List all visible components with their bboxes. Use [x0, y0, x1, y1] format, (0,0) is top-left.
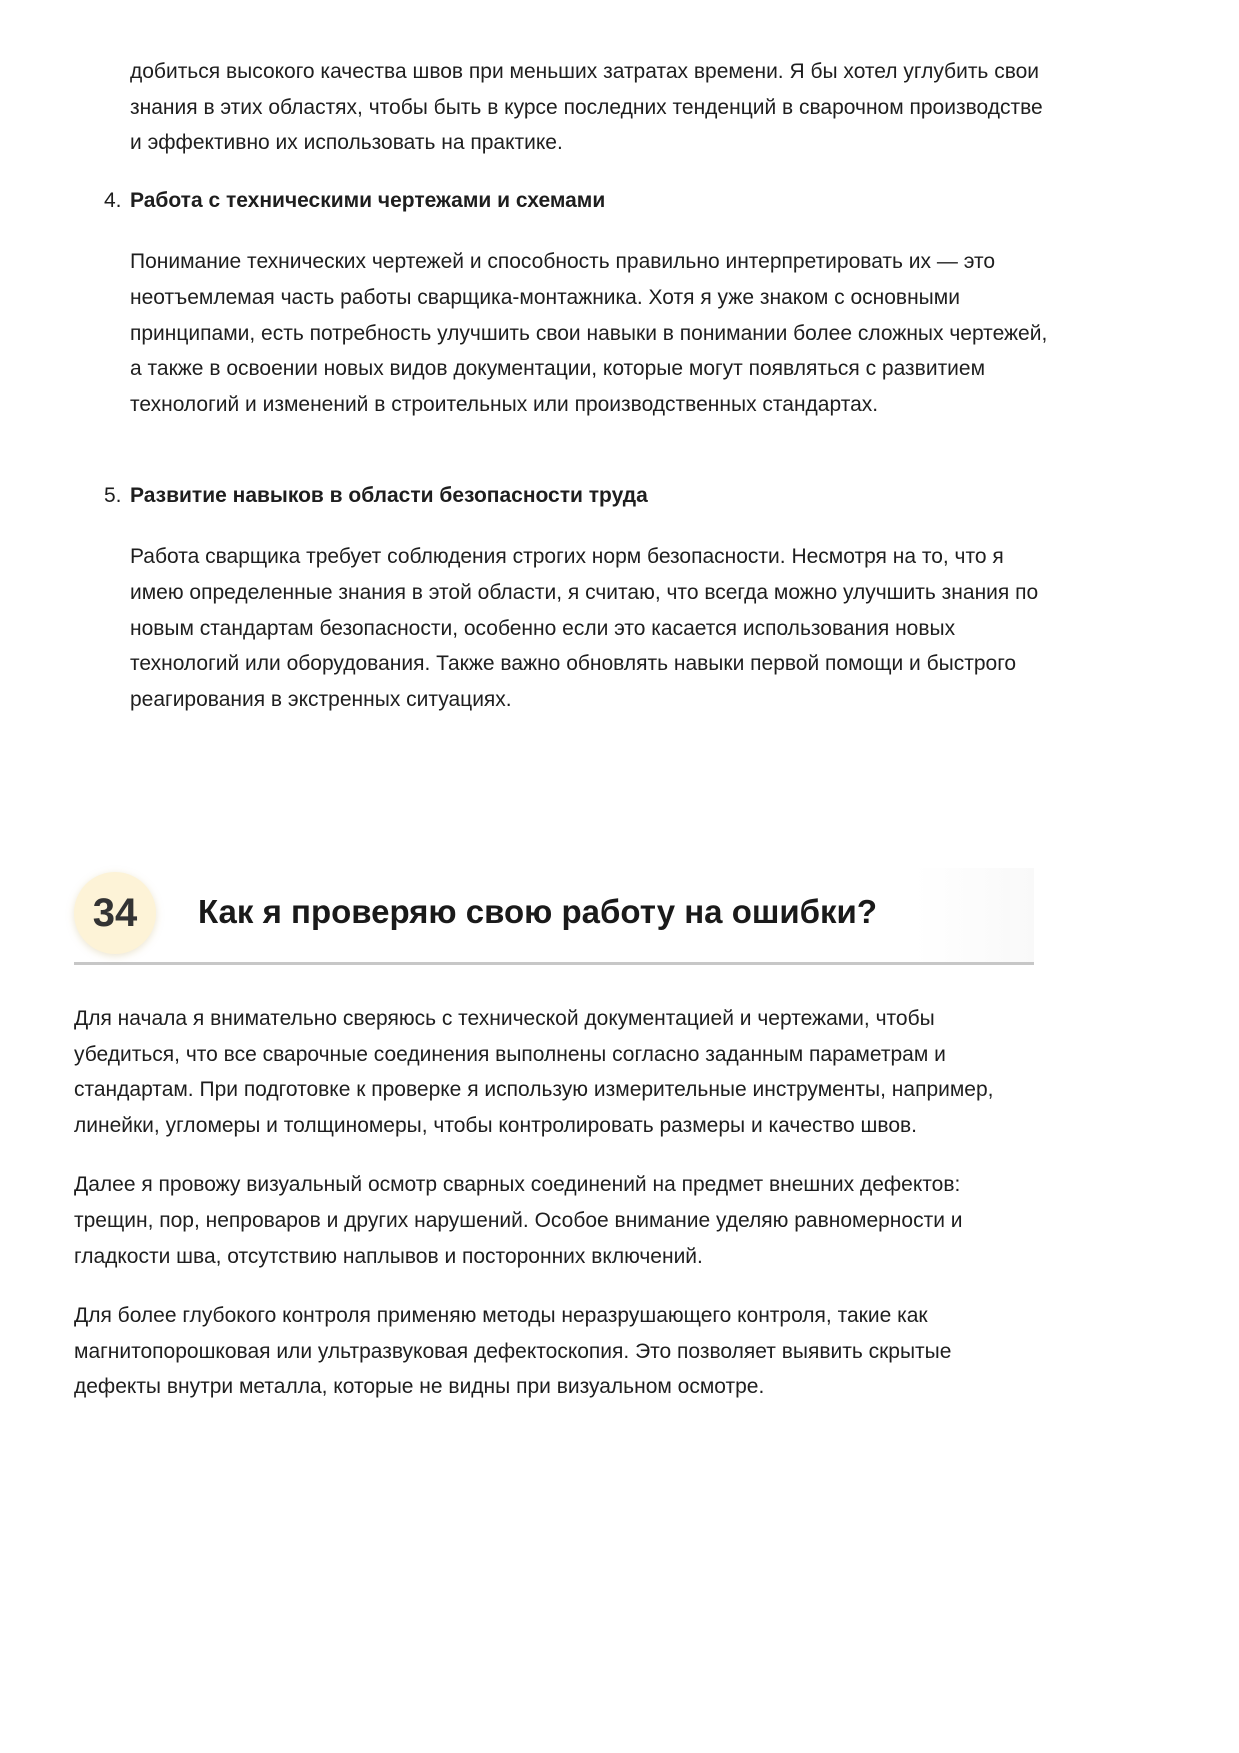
section-paragraph: Для более глубокого контроля применяю методы неразрушающего контроля, такие как магнитопорошковая или ультразвуковая дефектоскопия. Это позволяет выявить скрытые дефекты внутри металла, которые не видны при визуальном осмотре. — [74, 1304, 952, 1399]
section-body — [74, 1001, 1034, 1429]
list-item-body: Понимание технических чертежей и способность правильно интерпретировать их — это неотъемлемая часть работы сварщика-монтажника. Хотя я уже знаком с основными принципами, есть потребность улучшить свои навыки в понимании более сложных чертежей, а также в освоении новых видов документации, которые могут появляться с развитием технологий и изменений в строительных или производственных стандартах. — [130, 250, 1048, 417]
section-number-badge: 34 — [74, 872, 156, 954]
header-shade — [914, 868, 1034, 962]
section-title: Как я проверяю свою работу на ошибки? — [198, 893, 877, 930]
list-item-title: Работа с техническими чертежами и схемами — [130, 189, 606, 212]
section-paragraph: Далее я провожу визуальный осмотр сварных соединений на предмет внешних дефектов: трещин, пор, непроваров и других нарушений. Особое внимание уделяю равномерности и гладкости шва, отсутствию наплывов и посторонних включений. — [74, 1173, 963, 1268]
list-item — [104, 186, 1050, 423]
list-item-title: Развитие навыков в области безопасности труда — [130, 484, 648, 507]
section-header — [74, 868, 1034, 965]
section-paragraph: Для начала я внимательно сверяюсь с технической документацией и чертежами, чтобы убедиться, что все сварочные соединения выполнены согласно заданным параметрам и стандартам. При подготовке к проверке я использую измерительные инструменты, например, линейки, угломеры и толщиномеры, чтобы контролировать размеры и качество швов. — [74, 1007, 994, 1137]
list-item-body: Работа сварщика требует соблюдения строгих норм безопасности. Несмотря на то, что я имею определенные знания в этой области, я считаю, что всегда можно улучшить знания по новым стандартам безопасности, особенно если это касается использования новых технологий или оборудования. Также важно обновлять навыки первой помощи и быстрого реагирования в экстренных ситуациях. — [130, 545, 1039, 712]
list-item-number: 4. — [104, 189, 122, 212]
continuation-paragraph: добиться высокого качества швов при меньших затратах времени. Я бы хотел углубить свои знания в этих областях, чтобы быть в курсе последних тенденций в сварочном производстве и эффективно их использовать на практике. — [130, 60, 1043, 154]
list-item — [104, 481, 1050, 718]
list-item-number: 5. — [104, 484, 122, 507]
